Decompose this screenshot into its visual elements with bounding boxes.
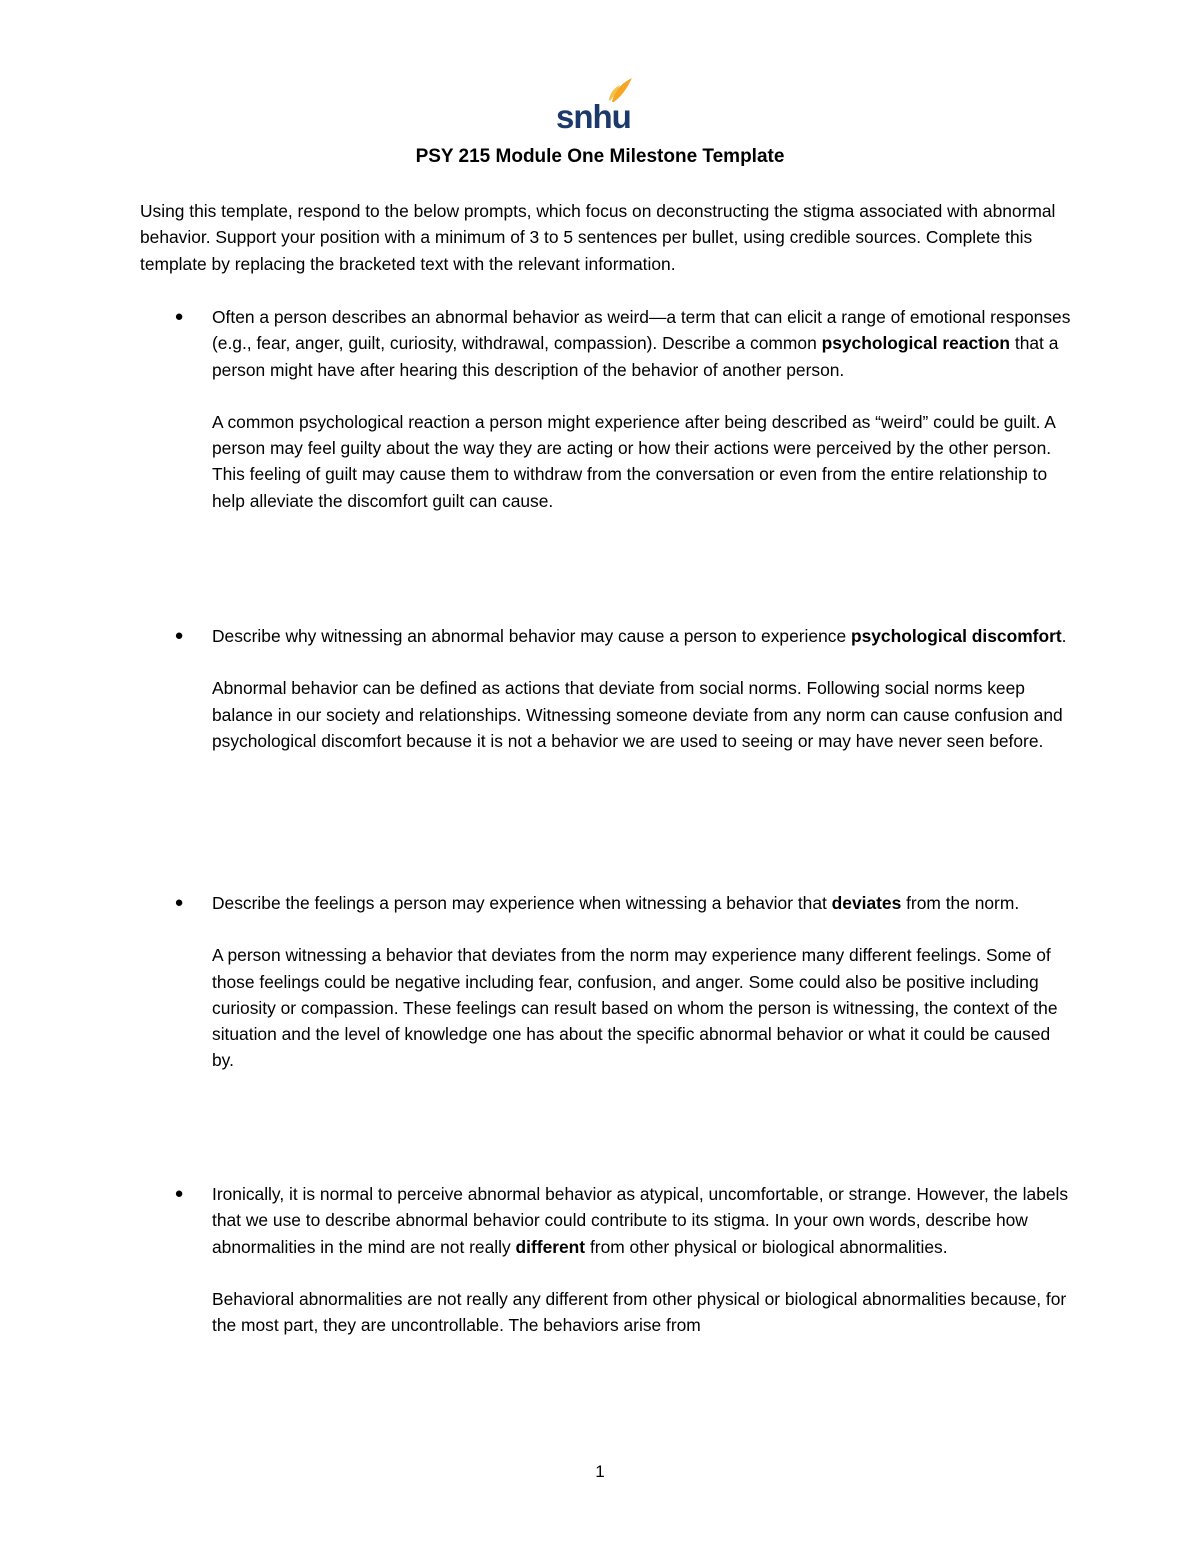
prompt-item-3 [174, 890, 1072, 1074]
prompt-item-4 [174, 1181, 1072, 1338]
snhu-logo [554, 72, 638, 132]
bullet-icon: ● [174, 308, 184, 325]
prompt-emphasis: different [515, 1236, 586, 1257]
prompt-emphasis: deviates [831, 893, 902, 913]
prompt-text: Often a person describes an abnormal behavior as weird—a term that can elicit a range of emotional responses (e.g., fear, anger, guilt, curiosity, withdrawal, compassion). Describe a common psychological reaction that a person might have after hearing this description of the behavior of another person. [212, 307, 1071, 380]
bullet-icon: ● [174, 1185, 184, 1202]
page-number: 1 [595, 1462, 605, 1481]
intro-paragraph: Using this template, respond to the below prompts, which focus on deconstructing the stigma associated with abnormal behavior. Support your position with a minimum of 3 to 5 sentences per bullet, using credible sources. Complete this template by replacing the bracketed text with the relevant information. [140, 201, 1056, 274]
prompt-text: Describe the feelings a person may experience when witnessing a behavior that deviates from the norm. [212, 893, 1020, 913]
bullet-icon: ● [174, 627, 184, 644]
prompt-item-2 [174, 623, 1072, 754]
bullet-icon: ● [174, 894, 184, 911]
answer-text: A common psychological reaction a person might experience after being described as “weird” could be guilt. A person may feel guilty about the way they are acting or how their actions were perceived by the other person. This feeling of guilt may cause them to withdraw from the conversation or even from the entire relationship to help alleviate the discomfort guilt can cause. [212, 411, 1055, 511]
answer-text: A person witnessing a behavior that deviates from the norm may experience many different feelings. Some of those feelings could be negative including fear, confusion, and anger. Some could also be positive including curiosity or compassion. These feelings can result based on whom the person is witnessing, the context of the situation and the level of knowledge one has about the specific abnormal behavior or what it could be caused by. [212, 945, 1058, 1071]
prompt-emphasis: psychological reaction [821, 333, 1011, 354]
svg-text:snhu: snhu [556, 98, 631, 132]
answer-text: Abnormal behavior can be defined as actions that deviate from social norms. Following social norms keep balance in our society and relationships. Witnessing someone deviate from any norm can cause confusion and psychological discomfort because it is not a behavior we are used to seeing or may have never seen before. [212, 678, 1063, 751]
answer-text: Behavioral abnormalities are not really any different from other physical or biological abnormalities because, for the most part, they are uncontrollable. The behaviors arise from [212, 1288, 1067, 1336]
prompt-text: Describe why witnessing an abnormal behavior may cause a person to experience psychological discomfort. [212, 626, 1067, 646]
prompt-text: Ironically, it is normal to perceive abnormal behavior as atypical, uncomfortable, or strange. However, the labels that we use to describe abnormal behavior could contribute to its stigma. In your own words, describe how abnormalities in the mind are not really different from other physical or biological abnormalities. [212, 1184, 1069, 1257]
prompt-emphasis: psychological discomfort [850, 626, 1062, 646]
prompt-item-1 [174, 304, 1072, 514]
snhu-logo-graphic [554, 72, 638, 132]
page-title: PSY 215 Module One Milestone Template [415, 146, 785, 167]
